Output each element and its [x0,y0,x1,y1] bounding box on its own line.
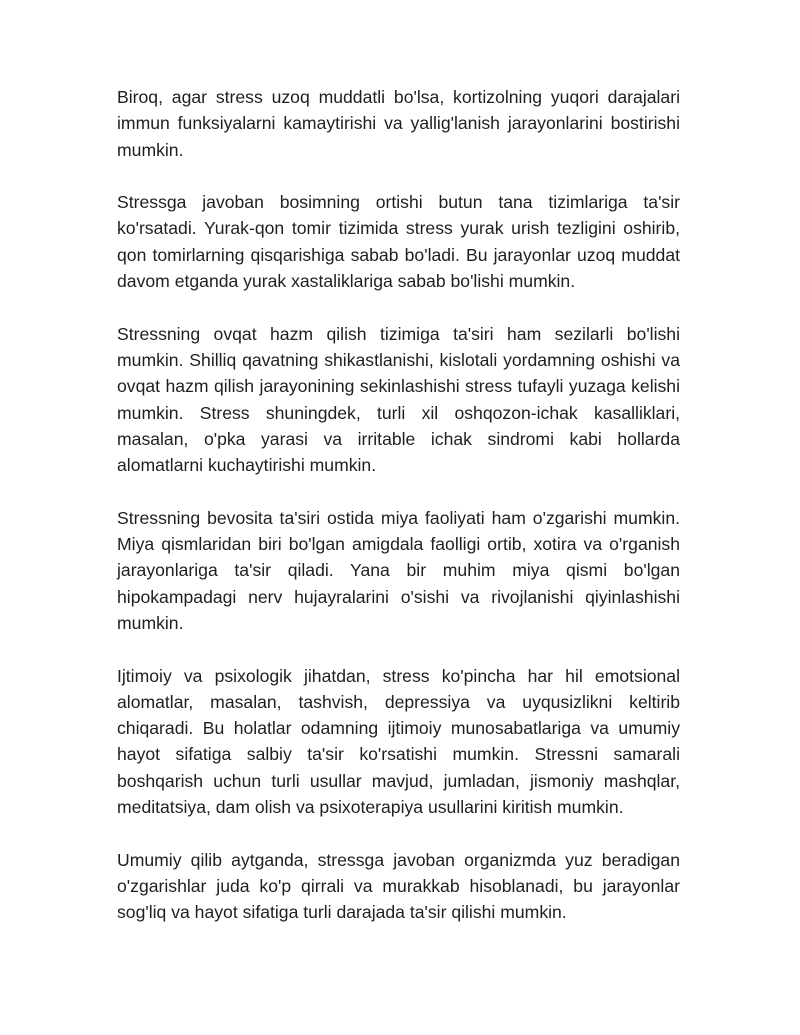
paragraph-immune: Biroq, agar stress uzoq muddatli bo'lsa, kortizolning yuqori darajalari immun funksiyalarni kamaytirishi va yallig'lanish jarayonlarini bostirishi mumkin. [117,87,680,160]
paragraph-digestive: Stressning ovqat hazm qilish tizimiga ta'siri ham sezilarli bo'lishi mumkin. Shilliq qavatning shikastlanishi, kislotali yordamning oshishi va ovqat hazm qilish jarayonining sekinlashishi stress tufayli yuzaga kelishi mumkin. Stress shuningdek, turli xil oshqozon-ichak kasalliklari, masalan, o'pka yarasi va irritable ichak sindromi kabi hollarda alomatlarni kuchaytirishi mumkin. [117,323,680,476]
paragraph-cardiovascular: Stressga javoban bosimning ortishi butun tana tizimlariga ta'sir ko'rsatadi. Yurak-qon tomir tizimida stress yurak urish tezligini oshirib, qon tomirlarning qisqarishiga sabab bo'ladi. Bu jarayonlar uzoq muddat davom etganda yurak xastaliklariga sabab bo'lishi mumkin. [117,192,680,292]
paragraph-psychological: Ijtimoiy va psixologik jihatdan, stress ko'pincha har hil emotsional alomatlar, masalan, tashvish, depressiya va uyqusizlikni keltirib chiqaradi. Bu holatlar odamning ijtimoiy munosabatlariga va umumiy hayot sifatiga salbiy ta'sir ko'rsatishi mumkin. Stressni samarali boshqarish uchun turli usullar mavjud, jumladan, jismoniy mashqlar, meditatsiya, dam olish va psixoterapiya usullarini kiritish mumkin. [117,665,680,818]
document-page [117,84,680,926]
paragraph-conclusion: Umumiy qilib aytganda, stressga javoban organizmda yuz beradigan o'zgarishlar juda ko'p qirrali va murakkab hisoblanadi, bu jarayonlar sog'liq va hayot sifatiga turli darajada ta'sir qilishi mumkin. [117,849,680,923]
paragraph-brain: Stressning bevosita ta'siri ostida miya faoliyati ham o'zgarishi mumkin. Miya qismlaridan biri bo'lgan amigdala faolligi ortib, xotira va o'rganish jarayonlariga ta'sir qiladi. Yana bir muhim miya qismi bo'lgan hipokampadagi nerv hujayralarini o'sishi va rivojlanishi qiyinlashishi mumkin. [117,507,680,633]
